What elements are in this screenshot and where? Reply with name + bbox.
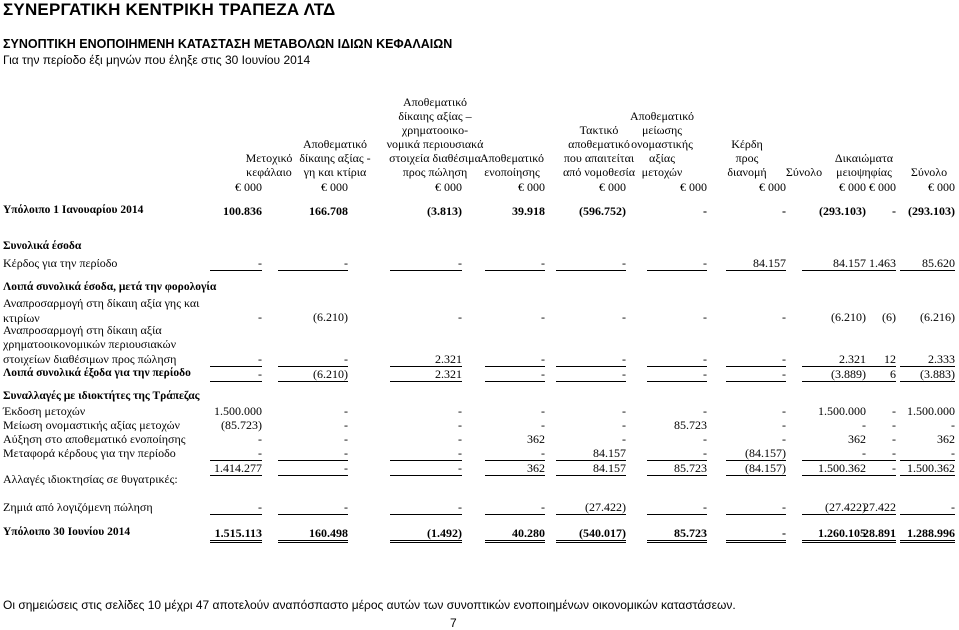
table-cell: 84.157	[726, 256, 786, 271]
table-cell: -	[210, 446, 262, 461]
row-label-loss-on-sale: Ζημιά από λογιζόμενη πώληση	[3, 500, 153, 514]
column-header-5-line-2: αποθεματικό	[568, 137, 630, 151]
table-cell: -	[647, 352, 707, 367]
column-header-7-line-3: διανομή	[727, 165, 767, 179]
table-cell: (85.723)	[221, 418, 262, 432]
table-cell: 28.891	[854, 526, 896, 543]
table-cell: 1.500.362	[802, 461, 866, 476]
column-header-5-line-1: Τακτικό	[579, 123, 619, 137]
column-unit-2: € 000	[321, 180, 348, 194]
table-cell: -	[703, 404, 707, 418]
table-cell: (3.813)	[427, 204, 462, 218]
table-cell: -	[485, 367, 545, 382]
table-cell: -	[278, 461, 348, 476]
table-cell: 27.422	[854, 500, 896, 515]
statement-title: ΣΥΝΟΠΤΙΚΗ ΕΝΟΠΟΙΗΜΕΝΗ ΚΑΤΑΣΤΑΣΗ ΜΕΤΑΒΟΛΩΝ ΙΔΙΩΝ ΚΕΦΑΛΑΙΩΝ	[3, 37, 453, 51]
table-cell: -	[892, 432, 896, 446]
column-header-3-line-3: χρηματοοικο-	[401, 123, 469, 137]
table-row-afs-reval	[0, 352, 959, 366]
table-cell: (84.157)	[726, 446, 786, 461]
table-cell: (27.422)	[556, 500, 626, 515]
table-cell: -	[541, 404, 545, 418]
table-cell: -	[892, 418, 896, 432]
column-header-6-line-1: Αποθεματικό	[629, 109, 695, 123]
table-cell: -	[541, 418, 545, 432]
table-cell: -	[647, 367, 707, 382]
column-unit-6: € 000	[680, 180, 707, 194]
table-cell: 12	[854, 352, 896, 367]
table-cell: 84.157	[556, 446, 626, 461]
column-header-10-line-1: Σύνολο	[910, 165, 948, 179]
table-cell: -	[556, 352, 626, 367]
column-header-5-line-4: από νομοθεσία	[563, 165, 635, 179]
table-cell: -	[485, 500, 545, 515]
column-header-4-line-2: ενοποίησης	[484, 165, 540, 179]
table-cell: 84.157	[556, 461, 626, 476]
table-cell: -	[390, 446, 462, 461]
table-cell: 2.333	[900, 352, 955, 367]
table-cell: (6.210)	[278, 367, 348, 382]
section-oci: Λοιπά συνολικά έσοδα, μετά την φορολογία	[3, 281, 217, 293]
column-header-6-line-5: μετοχών	[641, 165, 683, 179]
section-owner-tx: Συναλλαγές με ιδιοκτήτες της Τράπεζας	[3, 390, 200, 402]
table-cell: -	[485, 256, 545, 271]
table-cell: -	[900, 500, 955, 515]
row-label-profit-period: Κέρδος για την περίοδο	[3, 256, 118, 270]
table-cell: -	[278, 446, 348, 461]
table-cell: 40.280	[485, 526, 545, 543]
table-cell: 362	[527, 432, 545, 446]
column-header-4-line-1: Αποθεματικό	[479, 151, 545, 165]
row-label-land-reval-1: Αναπροσαρμογή στη δίκαιη αξία γης και	[3, 296, 200, 310]
table-cell: (3.883)	[900, 367, 955, 382]
table-cell: 1.515.113	[210, 526, 262, 543]
row-label-afs-reval-3: στοιχείων διαθέσιμων προς πώληση	[3, 352, 177, 366]
table-row-nominal-reduction	[0, 418, 959, 432]
table-cell: (6.216)	[920, 310, 955, 324]
table-cell: -	[458, 432, 462, 446]
column-header-1-line-1: Μετοχικό	[245, 151, 293, 165]
column-header-2-line-3: γη και κτίρια	[303, 165, 367, 179]
table-cell: -	[210, 256, 262, 271]
table-cell: -	[622, 418, 626, 432]
table-row-closing	[0, 526, 959, 540]
table-cell: -	[278, 500, 348, 515]
table-cell: -	[556, 256, 626, 271]
table-cell: -	[854, 446, 896, 461]
table-cell: (540.017)	[556, 526, 626, 543]
table-cell: 1.500.000	[907, 404, 955, 418]
column-header-8-line-1: Σύνολο	[785, 165, 823, 179]
table-cell: -	[344, 432, 348, 446]
column-unit-9: € 000	[869, 180, 896, 194]
table-cell: -	[892, 204, 896, 218]
column-unit-1: € 000	[235, 180, 262, 194]
table-cell: -	[278, 256, 348, 271]
table-cell: 166.708	[309, 204, 348, 218]
table-cell: -	[258, 432, 262, 446]
row-label-land-reval-2: κτιρίων	[3, 311, 40, 325]
row-label-closing: Υπόλοιπο 30 Ιουνίου 2014	[3, 526, 131, 538]
column-header-1-line-2: κεφάλαιο	[246, 165, 292, 179]
table-cell: -	[802, 446, 866, 461]
table-cell: (27.422)	[802, 500, 866, 515]
table-cell: -	[485, 352, 545, 367]
row-label-afs-reval-1: Αναπροσαρμογή στη δίκαιη αξία	[3, 323, 162, 337]
footnote: Οι σημειώσεις στις σελίδες 10 μέχρι 47 αποτελούν αναπόσπαστο μέρος αυτών των συνοπτικών ενοποιημένων οικονομικών καταστάσεων.	[3, 598, 736, 612]
table-cell: -	[622, 432, 626, 446]
statement-period: Για την περίοδο έξι μηνών που έληξε στις 30 Ιουνίου 2014	[3, 53, 311, 67]
table-cell: -	[390, 256, 462, 271]
row-label-oci-total: Λοιπά συνολικά έξοδα για την περίοδο	[3, 367, 191, 379]
table-cell: -	[647, 256, 707, 271]
row-label-ownership-changes: Αλλαγές ιδιοκτησίας σε θυγατρικές:	[3, 472, 178, 486]
table-cell: -	[541, 310, 545, 324]
table-cell: -	[390, 461, 462, 476]
table-cell: -	[782, 310, 786, 324]
table-cell: 2.321	[802, 352, 866, 367]
column-header-7-line-1: Κέρδη	[731, 137, 763, 151]
table-cell: 362	[485, 461, 545, 476]
table-cell: -	[726, 500, 786, 515]
table-cell: -	[726, 367, 786, 382]
table-cell: -	[647, 446, 707, 461]
table-cell: (293.103)	[908, 204, 955, 218]
column-header-3-line-5: στοιχεία διαθέσιμα	[389, 151, 481, 165]
table-cell: 362	[937, 432, 955, 446]
column-header-6-line-3: ονομαστικής	[631, 137, 693, 151]
table-row-land-reval	[0, 310, 959, 324]
table-cell: -	[344, 404, 348, 418]
table-cell: 1.500.362	[900, 461, 955, 476]
column-header-6-line-2: μείωσης	[641, 123, 683, 137]
table-cell: -	[258, 310, 262, 324]
table-row-share-issue	[0, 404, 959, 418]
column-unit-3: € 000	[435, 180, 462, 194]
table-cell: 85.723	[674, 418, 707, 432]
row-label-opening: Υπόλοιπο 1 Ιανουαρίου 2014	[3, 204, 144, 216]
table-cell: 39.918	[512, 204, 545, 218]
section-total-income: Συνολικά έσοδα	[3, 240, 82, 252]
table-cell: -	[556, 367, 626, 382]
table-cell: -	[458, 310, 462, 324]
column-header-2-line-2: δίκαιης αξίας -	[299, 151, 371, 165]
table-cell: -	[703, 432, 707, 446]
table-cell: -	[458, 418, 462, 432]
table-cell: 1.463	[854, 256, 896, 271]
table-cell: -	[344, 418, 348, 432]
table-row-profit-transfer	[0, 446, 959, 460]
table-cell: -	[854, 461, 896, 476]
table-row-owner-tx-total	[0, 461, 959, 475]
column-unit-10: € 000	[928, 180, 955, 194]
table-cell: -	[703, 204, 707, 218]
table-cell: -	[210, 500, 262, 515]
column-unit-7: € 000	[759, 180, 786, 194]
table-cell: 85.723	[647, 526, 707, 543]
table-cell: -	[485, 446, 545, 461]
column-header-7-line-2: προς	[735, 151, 759, 165]
table-cell: -	[647, 500, 707, 515]
table-cell: (6.210)	[313, 310, 348, 324]
column-header-6-line-4: αξίας	[649, 151, 675, 165]
table-cell: -	[703, 310, 707, 324]
table-row-opening	[0, 204, 959, 218]
table-cell: (6.210)	[831, 310, 866, 324]
table-cell: -	[951, 418, 955, 432]
column-header-9-line-1: Δικαιώματα	[834, 151, 894, 165]
table-cell: 1.260.105	[802, 526, 866, 543]
table-cell: -	[622, 310, 626, 324]
table-cell: -	[892, 404, 896, 418]
table-row-oci-total	[0, 367, 959, 381]
table-cell: 85.723	[647, 461, 707, 476]
column-header-3-line-6: προς πώληση	[402, 165, 468, 179]
page-number: 7	[450, 616, 457, 630]
column-header-3-line-2: δίκαιης αξίας –	[398, 109, 472, 123]
table-cell: 2.321	[390, 367, 462, 382]
column-unit-8: € 000	[839, 180, 866, 194]
table-cell: -	[726, 352, 786, 367]
table-cell: 1.414.277	[210, 461, 262, 476]
row-label-share-issue: Έκδοση μετοχών	[3, 404, 86, 418]
row-label-nominal-reduction: Μείωση ονομαστικής αξίας μετοχών	[3, 418, 180, 432]
table-cell: 1.500.000	[214, 404, 262, 418]
table-cell: -	[782, 204, 786, 218]
table-cell: 85.620	[900, 256, 955, 271]
table-cell: (6)	[882, 310, 896, 324]
table-cell: 100.836	[223, 204, 262, 218]
bank-title: ΣΥΝΕΡΓΑΤΙΚΗ ΚΕΝΤΡΙΚΗ ΤΡΑΠΕΖΑ ΛΤΔ	[3, 0, 336, 19]
row-label-consolidation-increase: Αύξηση στο αποθεματικό ενοποίησης	[3, 432, 186, 446]
table-row-loss-on-sale	[0, 500, 959, 514]
table-cell: 84.157	[802, 256, 866, 271]
table-cell: (293.103)	[819, 204, 866, 218]
table-row-consolidation-increase	[0, 432, 959, 446]
table-cell: (3.889)	[802, 367, 866, 382]
column-header-3-line-1: Αποθεματικό	[402, 95, 468, 109]
table-cell: 6	[854, 367, 896, 382]
table-cell: (84.157)	[726, 461, 786, 476]
table-cell: -	[622, 404, 626, 418]
table-row-profit-period	[0, 256, 959, 270]
table-cell: -	[862, 418, 866, 432]
table-cell: (1.492)	[390, 526, 462, 543]
table-cell: -	[726, 526, 786, 543]
table-cell: 362	[848, 432, 866, 446]
table-cell: -	[210, 367, 262, 382]
column-header-5-line-3: που απαιτείται	[563, 151, 635, 165]
table-cell: (596.752)	[579, 204, 626, 218]
table-cell: -	[782, 418, 786, 432]
table-cell: 1.500.000	[818, 404, 866, 418]
column-unit-5: € 000	[599, 180, 626, 194]
table-cell: -	[782, 404, 786, 418]
table-cell: -	[390, 500, 462, 515]
column-unit-4: € 000	[518, 180, 545, 194]
table-cell: -	[278, 352, 348, 367]
row-label-afs-reval-2: χρηματοοικονομικών περιουσιακών	[3, 337, 177, 351]
row-label-profit-transfer: Μεταφορά κέρδους για την περίοδο	[3, 446, 176, 460]
column-header-3-line-4: νομικά περιουσιακά	[386, 137, 484, 151]
table-cell: 160.498	[278, 526, 348, 543]
table-cell: -	[458, 404, 462, 418]
table-cell: -	[782, 432, 786, 446]
table-cell: 2.321	[390, 352, 462, 367]
table-cell: 1.288.996	[900, 526, 955, 543]
column-header-9-line-2: μειοψηφίας	[836, 165, 892, 179]
table-cell: -	[900, 446, 955, 461]
table-cell: -	[210, 352, 262, 367]
column-header-2-line-1: Αποθεματικό	[302, 137, 368, 151]
